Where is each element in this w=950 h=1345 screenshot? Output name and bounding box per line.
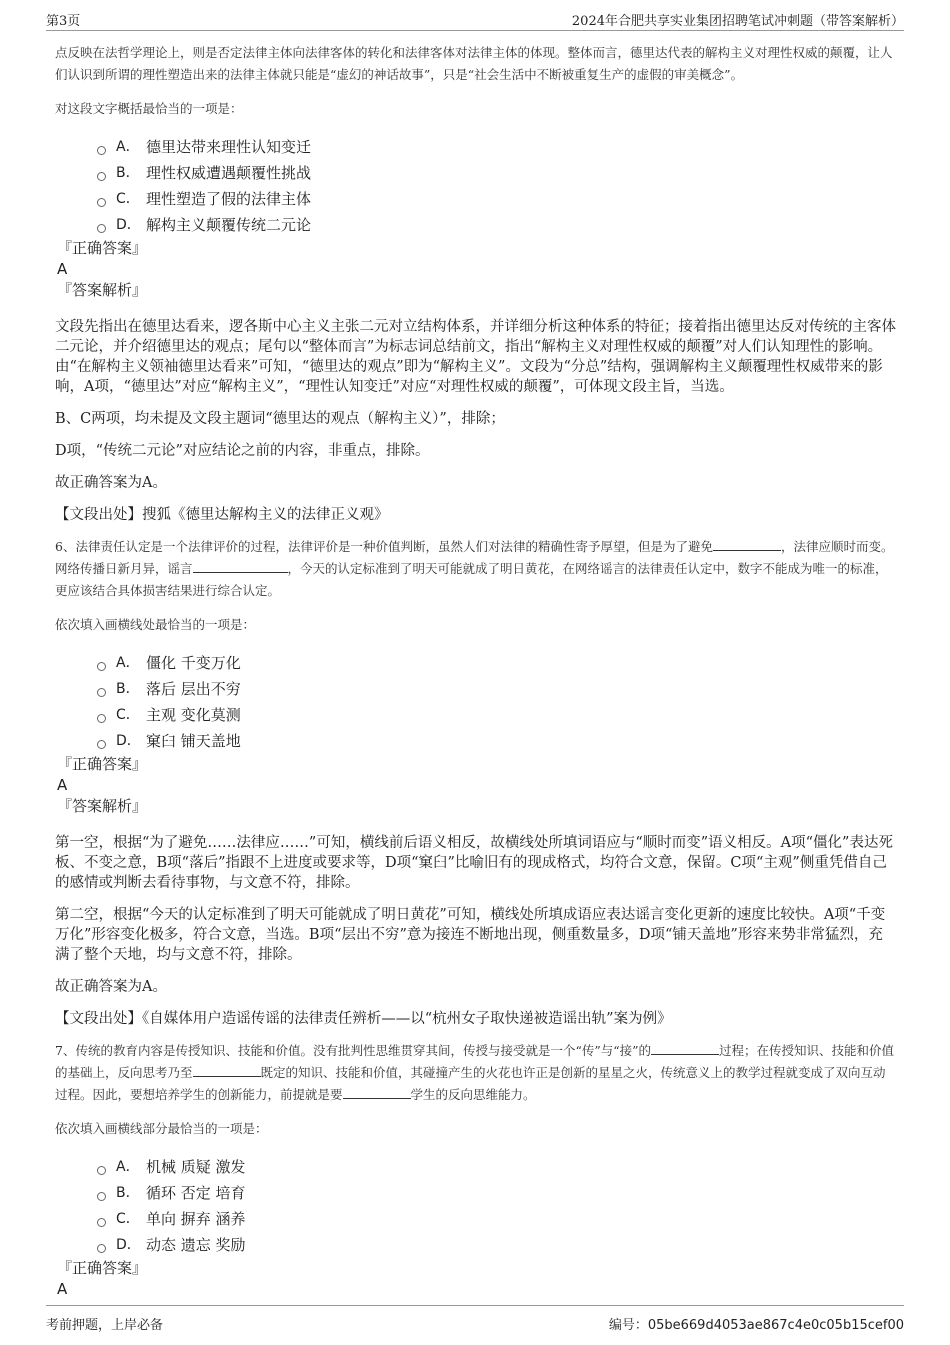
q5-passage: 点反映在法哲学理论上，则是否定法律主体向法律客体的转化和法律客体对法律主体的体现。整体而言，德里达代表的解构主义对理性权威的颠覆，让人们认识到所谓的理性塑造出来的法律主体就只能是“虚幻的神话故事”，只是“社会生活中不断被重复生产的虚假的审美概念”。 bbox=[55, 45, 893, 82]
page-number: 第3页 bbox=[46, 14, 81, 29]
footer-code: 编号：05be669d4053ae867c4e0c05b15cef00 bbox=[608, 1318, 904, 1333]
q7-stem: 7、传统的教育内容是传授知识、技能和价值。没有批判性思维贯穿其间，传授与接受就是一个“传”与“接”的 过程；在传授知识、技能和价值的基础上，反向思考乃至 既定的知识、技能和价值，其碰撞产生的火花也许正是创新的星星之火，传统意义上的教学过程就变成了双向互动过程。因此，要想培养学生的创新能力，前提就是要 学生的反向思维能力。 bbox=[55, 1043, 895, 1102]
q6-option-d[interactable]: D． 窠臼 铺天盖地 bbox=[97, 728, 896, 754]
q6-answer-label: 『正确答案』 bbox=[57, 755, 148, 773]
q6-analysis-2: 第二空，根据“今天的认定标准到了明天可能就成了明日黄花”可知，横线处所填成语应表达谣言变化更新的速度比较快。A项“千变万化”形容变化极多，符合文意，当选。B项“层出不穷”意为接连不断地出现，侧重数量多，D项“铺天盖地”形容来势非常猛烈，充满了整个天地，均与文意不符，排除。 bbox=[55, 907, 886, 963]
radio-icon[interactable] bbox=[97, 688, 106, 697]
q5-option-a[interactable]: A． 德里达带来理性认知变迁 bbox=[97, 134, 896, 160]
q7-option-a[interactable]: A． 机械 质疑 激发 bbox=[97, 1154, 896, 1180]
radio-icon[interactable] bbox=[97, 198, 106, 207]
q5-source: 【文段出处】搜狐《德里达解构主义的法律正义观》 bbox=[55, 507, 389, 523]
q5-analysis-1: 文段先指出在德里达看来，逻各斯中心主义主张二元对立结构体系，并详细分析这种体系的特征；接着指出德里达反对传统的主客体二元论，并介绍德里达的观点；尾句以“整体而言”为标志词总结前文，指出“解构主义对理性权威的颠覆”对人们认知理性的影响。由“在解构主义领袖德里达看来”可知，“德里达的观点”即为“解构主义”。文段为“分总”结构，强调解构主义颠覆理性权威带来的影响，A项，“德里达”对应“解构主义”，“理性认知变迁”对应“对理性权威的颠覆”，可体现文段主旨，当选。 bbox=[55, 319, 896, 395]
q5-options bbox=[97, 134, 896, 238]
blank-line bbox=[193, 1064, 261, 1077]
q7-option-c[interactable]: C． 单向 摒弃 涵养 bbox=[97, 1206, 896, 1232]
radio-icon[interactable] bbox=[97, 662, 106, 671]
document-title: 2024年合肥共享实业集团招聘笔试冲刺题（带答案解析） bbox=[571, 14, 904, 29]
radio-icon[interactable] bbox=[97, 1192, 106, 1201]
page-header bbox=[46, 10, 904, 31]
q6-analysis-label: 『答案解析』 bbox=[57, 797, 148, 815]
q5-analysis-3: D项，“传统二元论”对应结论之前的内容，非重点，排除。 bbox=[55, 443, 430, 459]
radio-icon[interactable] bbox=[97, 172, 106, 181]
q6-option-c[interactable]: C． 主观 变化莫测 bbox=[97, 702, 896, 728]
radio-icon[interactable] bbox=[97, 740, 106, 749]
q7-option-d[interactable]: D． 动态 遗忘 奖励 bbox=[97, 1232, 896, 1258]
q6-analysis-3: 故正确答案为A。 bbox=[55, 979, 167, 995]
document-body bbox=[55, 42, 896, 1300]
q5-prompt: 对这段文字概括最恰当的一项是： bbox=[55, 101, 243, 116]
q6-stem: 6、法律责任认定是一个法律评价的过程，法律评价是一种价值判断，虽然人们对法律的精确性寄予厚望，但是为了避免 ，法律应顺时而变。网络传播日新月异，谣言 ，今天的认定标准到了明天可能就成了明日黄花，在网络谣言的法律责任认定中，数字不能成为唯一的标准，更应该结合具体损害结果进行综合认定。 bbox=[55, 539, 894, 598]
q5-analysis-2: B、C两项，均未提及文段主题词“德里达的观点（解构主义）”，排除； bbox=[55, 411, 505, 427]
q6-answer: A bbox=[57, 776, 68, 794]
q6-option-b[interactable]: B． 落后 层出不穷 bbox=[97, 676, 896, 702]
radio-icon[interactable] bbox=[97, 714, 106, 723]
footer-slogan: 考前押题，上岸必备 bbox=[46, 1318, 164, 1333]
radio-icon[interactable] bbox=[97, 1244, 106, 1253]
q6-prompt: 依次填入画横线处最恰当的一项是： bbox=[55, 617, 256, 632]
q5-option-d[interactable]: D． 解构主义颠覆传统二元论 bbox=[97, 212, 896, 238]
blank-line bbox=[651, 1042, 719, 1055]
q5-option-c[interactable]: C． 理性塑造了假的法律主体 bbox=[97, 186, 896, 212]
q7-prompt: 依次填入画横线部分最恰当的一项是： bbox=[55, 1121, 268, 1136]
radio-icon[interactable] bbox=[97, 224, 106, 233]
q5-analysis-4: 故正确答案为A。 bbox=[55, 475, 167, 491]
q5-analysis-label: 『答案解析』 bbox=[57, 281, 148, 299]
q5-answer-label: 『正确答案』 bbox=[57, 239, 148, 257]
radio-icon[interactable] bbox=[97, 1166, 106, 1175]
q7-option-b[interactable]: B． 循环 否定 培育 bbox=[97, 1180, 896, 1206]
page-footer bbox=[46, 1305, 904, 1333]
q6-options bbox=[97, 650, 896, 754]
radio-icon[interactable] bbox=[97, 1218, 106, 1227]
radio-icon[interactable] bbox=[97, 146, 106, 155]
q7-answer: A bbox=[57, 1280, 68, 1298]
blank-line bbox=[713, 538, 781, 551]
q6-source: 【文段出处】《自媒体用户造谣传谣的法律责任辨析——以“杭州女子取快递被造谣出轨”案为例》 bbox=[55, 1011, 672, 1027]
q7-answer-label: 『正确答案』 bbox=[57, 1259, 148, 1277]
q5-option-b[interactable]: B． 理性权威遭遇颠覆性挑战 bbox=[97, 160, 896, 186]
q6-option-a[interactable]: A． 僵化 千变万化 bbox=[97, 650, 896, 676]
q6-analysis-1: 第一空，根据“为了避免……法律应……”可知，横线前后语义相反，故横线处所填词语应与“顺时而变”语义相反。A项“僵化”表达死板、不变之意，B项“落后”指跟不上进度或要求等，D项“窠臼”比喻旧有的现成格式，均符合文意，保留。C项“主观”侧重凭借自己的感情或判断去看待事物，与文意不符，排除。 bbox=[55, 835, 893, 891]
q7-options bbox=[97, 1154, 896, 1258]
q5-answer: A bbox=[57, 260, 68, 278]
blank-line bbox=[193, 560, 288, 573]
blank-line bbox=[343, 1086, 411, 1099]
